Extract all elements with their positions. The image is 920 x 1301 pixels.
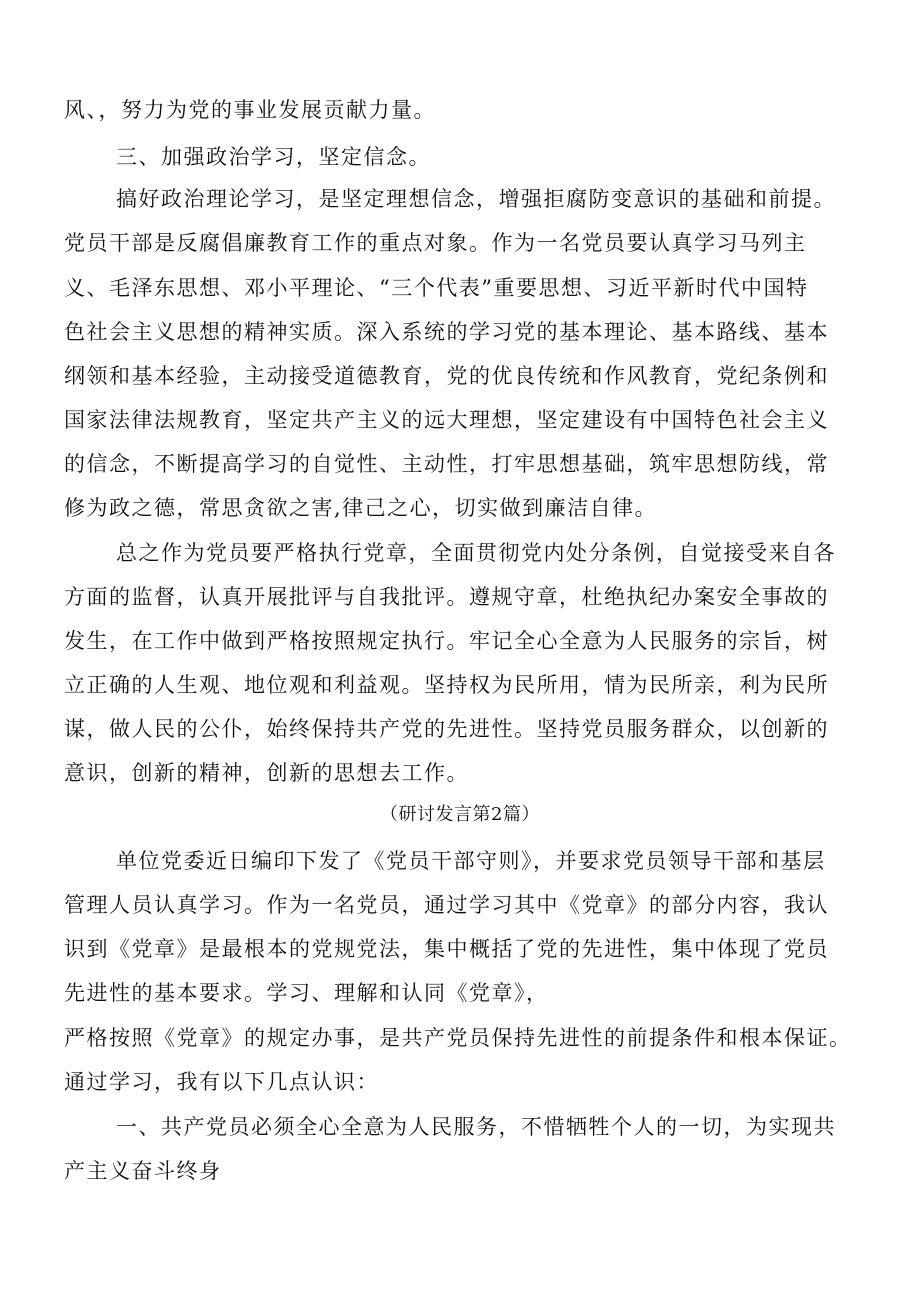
text-line: 产主义奋斗终身 (64, 1159, 222, 1183)
text-line: 管理人员认真学习。作为一名党员，通过学习其中《党章》的部分内容，我认 (64, 893, 829, 917)
text-line: 谋，做人民的公仆，始终保持共产党的先进性。坚持党员服务群众，以创新的 (64, 717, 829, 741)
text-line: 先进性的基本要求。学习、理解和认同《党章》， (64, 981, 549, 1005)
text-line: 纲领和基本经验，主动接受道德教育，党的优良传统和作风教育，党纪条例和 (64, 364, 829, 388)
text-line: 风、，努力为党的事业发展贡献力量。 (64, 98, 436, 122)
section-heading: 三、加强政治学习，坚定信念。 (116, 145, 431, 169)
text-line: 方面的监督，认真开展批评与自我批评。遵规守章，杜绝执纪办案安全事故的 (64, 585, 829, 609)
text-line: 立正确的人生观、地位观和利益观。坚持权为民所用，情为民所亲，利为民所 (64, 673, 829, 697)
text-line: 识到《党章》是最根本的党规党法，集中概括了党的先进性，集中体现了党员 (64, 937, 829, 961)
text-line: 意识，创新的精神，创新的思想去工作。 (64, 761, 469, 785)
text-line: 修为政之德，常思贪欲之害,律己之心，切实做到廉洁自律。 (64, 496, 658, 520)
paragraph-start: 一、共产党员必须全心全意为人民服务，不惜牺牲个人的一切，为实现共 (116, 1115, 836, 1139)
text-line: 的信念，不断提高学习的自觉性、主动性，打牢思想基础，筑牢思想防线，常 (64, 452, 829, 476)
text-line: 义、毛泽东思想、邓小平理论、“三个代表”重要思想、习近平新时代中国特 (64, 276, 809, 300)
text-line: 色社会主义思想的精神实质。深入系统的学习党的基本理论、基本路线、基本 (64, 320, 829, 344)
text-line: 通过学习，我有以下几点认识： (64, 1070, 379, 1094)
paragraph-start: 单位党委近日编印下发了《党员干部守则》，并要求党员领导干部和基层 (116, 849, 826, 873)
article-heading: （研讨发言第2篇） (380, 804, 540, 825)
text-line: 国家法律法规教育，坚定共产主义的远大理想，坚定建设有中国特色社会主义 (64, 408, 829, 432)
text-line: 党员干部是反腐倡廉教育工作的重点对象。作为一名党员要认真学习马列主 (64, 231, 807, 255)
paragraph-start: 搞好政治理论学习，是坚定理想信念，增强拒腐防变意识的基础和前提。 (116, 187, 836, 211)
paragraph-start: 总之作为党员要严格执行党章，全面贯彻党内处分条例，自觉接受来自各 (116, 541, 836, 565)
text-line: 发生，在工作中做到严格按照规定执行。牢记全心全意为人民服务的宗旨，树 (64, 629, 829, 653)
text-line: 严格按照《党章》的规定办事，是共产党员保持先进性的前提条件和根本保证。 (64, 1026, 852, 1050)
